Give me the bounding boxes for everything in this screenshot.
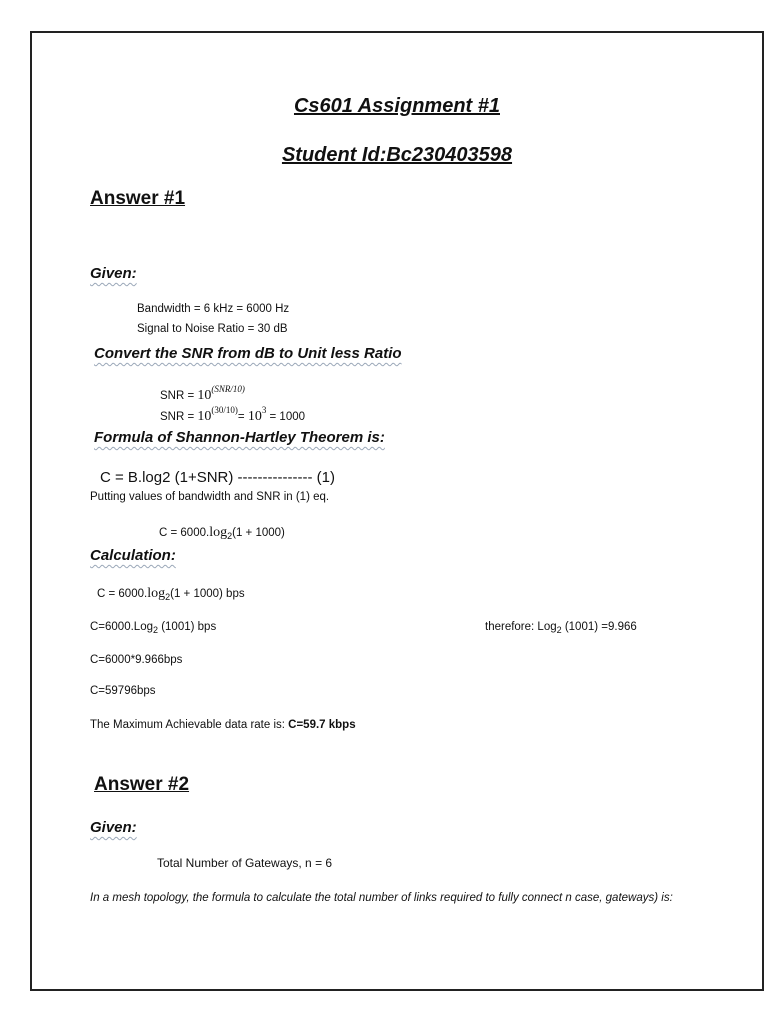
document-title: Cs601 Assignment #1	[293, 95, 500, 117]
capacity-equation	[159, 525, 285, 541]
snr-line2-prefix: SNR =	[160, 411, 198, 423]
snr-line2-base: 10	[197, 409, 212, 424]
max-rate-line	[90, 719, 356, 731]
answer-1-heading: Answer #1	[90, 188, 186, 209]
calc-line1-prefix: C = 6000.	[97, 588, 148, 600]
snr-line1-exponent: (SNR/10)	[211, 384, 245, 394]
snr-line2-equals: =	[237, 411, 248, 423]
snr-line2-exponent: (30/10)	[211, 405, 238, 415]
snr-line2-exponent-2: 3	[261, 405, 267, 415]
snr-given-line: Signal to Noise Ratio = 30 dB	[137, 323, 288, 335]
calc-line2-suffix: (1001) bps	[158, 621, 217, 633]
calc-line1-log: log	[147, 586, 166, 601]
therefore-suffix: (1001) =9.966	[561, 621, 637, 633]
calc-line1-subscript: 2	[165, 592, 171, 602]
snr-line2-result: = 1000	[266, 411, 306, 423]
answer-1-given-heading: Given:	[90, 265, 137, 282]
calculation-line-4: C=59796bps	[90, 685, 156, 697]
max-rate-label: The Maximum Achievable data rate is:	[90, 719, 289, 731]
calculation-line-2	[90, 621, 216, 635]
therefore-prefix: therefore: Log	[485, 621, 557, 633]
calculation-line-3: C=6000*9.966bps	[90, 654, 183, 666]
calculation-heading: Calculation:	[90, 547, 176, 564]
student-id: Student Id:Bc230403598	[281, 144, 513, 166]
putting-values-line: Putting values of bandwidth and SNR in (1) eq.	[90, 491, 330, 503]
therefore-note	[485, 621, 637, 635]
answer-2-given-heading: Given:	[90, 819, 137, 836]
c-line-suffix: (1 + 1000)	[232, 527, 285, 539]
snr-formula-line-2	[160, 405, 305, 425]
snr-line2-base-2: 10	[247, 409, 262, 424]
convert-snr-heading: Convert the SNR from dB to Unit less Ratio	[94, 345, 402, 362]
document-page	[30, 31, 764, 991]
snr-formula-line-1	[160, 384, 245, 404]
mesh-topology-text: In a mesh topology, the formula to calculate the total number of links required to fully connect n case, gateways) is:	[90, 892, 673, 904]
max-rate-value: C=59.7 kbps	[288, 719, 356, 731]
snr-line1-base: 10	[197, 388, 212, 403]
snr-line1-prefix: SNR =	[160, 390, 198, 402]
calculation-line-1	[97, 586, 245, 602]
calc-line2-subscript: 2	[153, 625, 159, 635]
c-line-prefix: C = 6000.	[159, 527, 210, 539]
answer-2-heading: Answer #2	[94, 774, 190, 795]
calc-line2-prefix: C=6000.Log	[90, 621, 153, 633]
c-line-subscript: 2	[227, 531, 233, 541]
shannon-formula: C = B.log2 (1+SNR) --------------- (1)	[100, 469, 335, 486]
formula-heading: Formula of Shannon-Hartley Theorem is:	[94, 429, 385, 446]
calc-line1-suffix: (1 + 1000) bps	[170, 588, 245, 600]
therefore-subscript: 2	[556, 625, 562, 635]
gateways-line: Total Number of Gateways, n = 6	[157, 856, 333, 870]
c-line-log: log	[209, 525, 228, 540]
bandwidth-line: Bandwidth = 6 kHz = 6000 Hz	[137, 303, 290, 315]
